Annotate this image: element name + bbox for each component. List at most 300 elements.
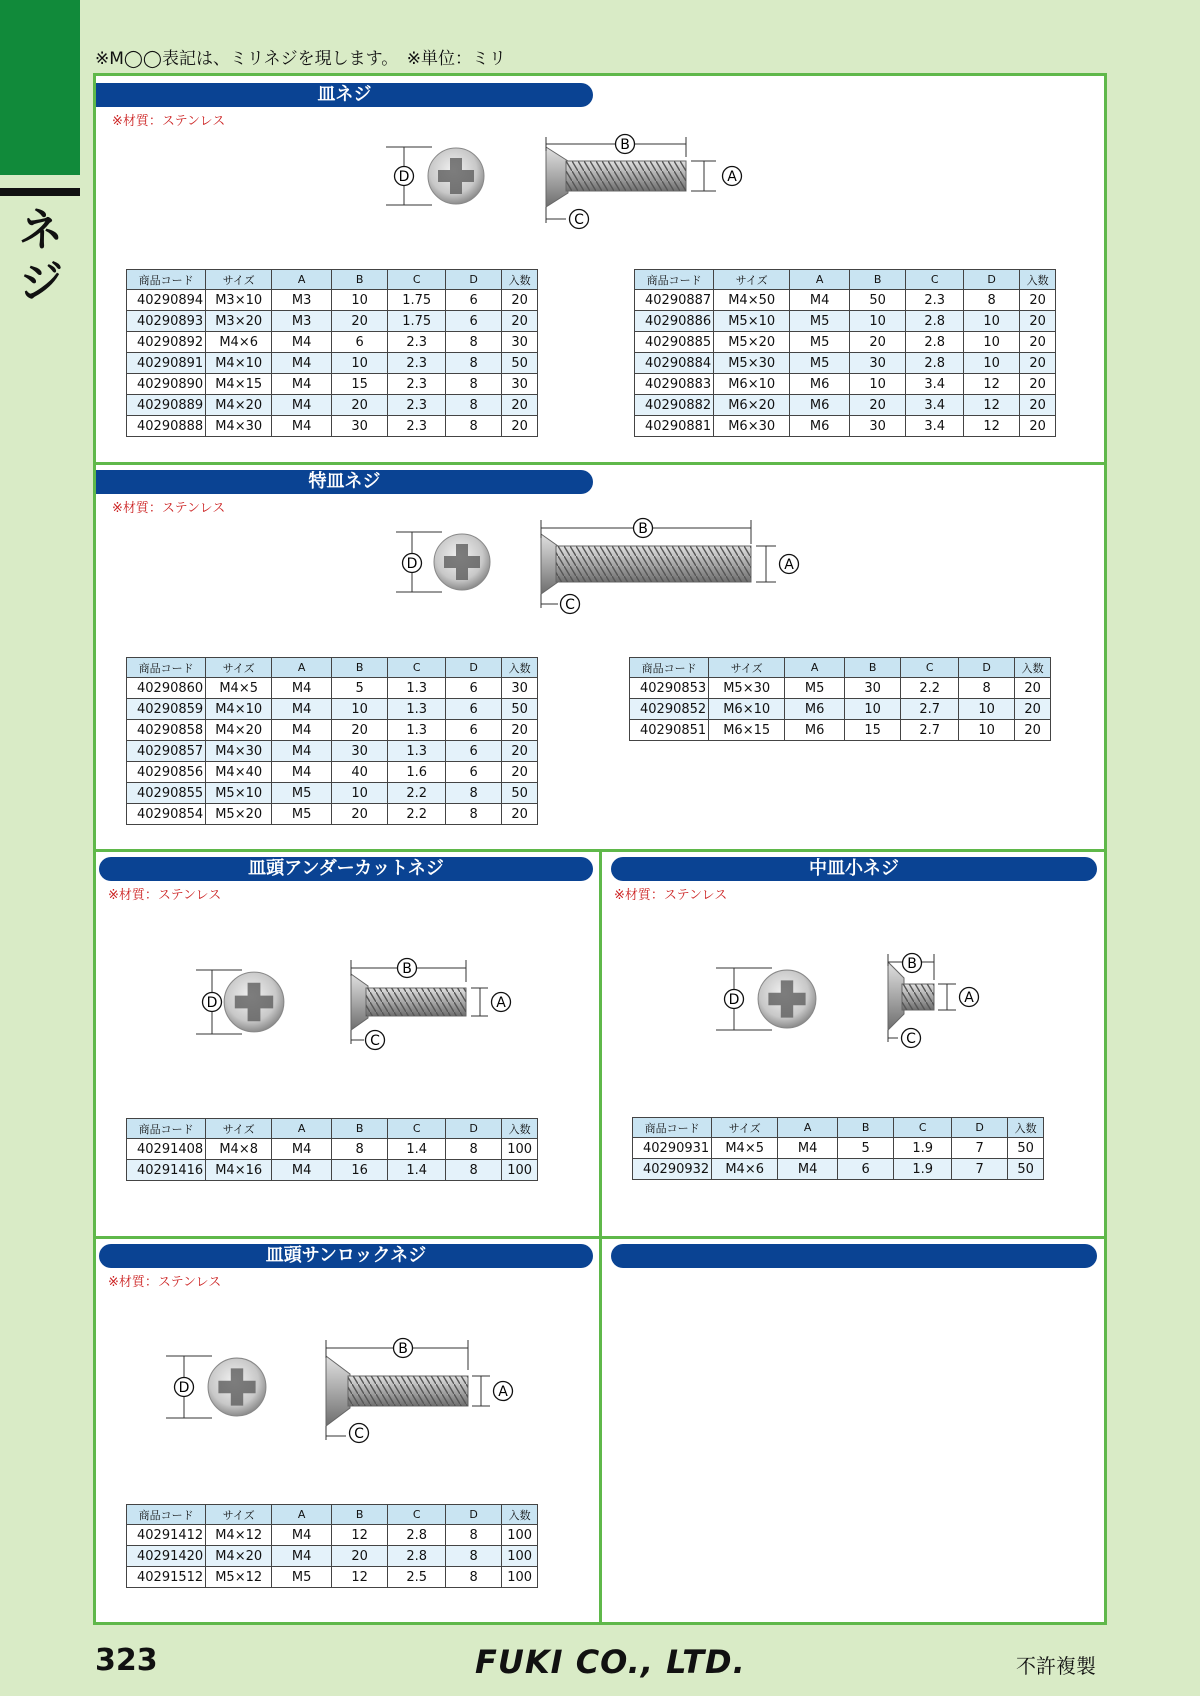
material-note: ※材質：ステンレス bbox=[614, 888, 728, 903]
material-note: ※材質：ステンレス bbox=[112, 501, 226, 516]
cell-b: 20 bbox=[332, 804, 388, 825]
cell-qty: 20 bbox=[1015, 720, 1051, 741]
cell-code: 40290889 bbox=[127, 395, 206, 416]
cell-d: 6 bbox=[446, 762, 502, 783]
cell-c: 1.3 bbox=[388, 720, 446, 741]
cell-c: 3.4 bbox=[906, 395, 964, 416]
cell-code: 40290859 bbox=[127, 699, 206, 720]
table-row bbox=[127, 783, 538, 804]
cell-code: 40290892 bbox=[127, 332, 206, 353]
cell-size: M6×10 bbox=[714, 374, 790, 395]
cell-d: 6 bbox=[446, 720, 502, 741]
table-row bbox=[127, 311, 538, 332]
cell-qty: 20 bbox=[1020, 290, 1056, 311]
screw-diagram bbox=[166, 1334, 526, 1444]
dim-label-a: A bbox=[727, 169, 737, 185]
cell-d: 8 bbox=[446, 353, 502, 374]
cell-code: 40290860 bbox=[127, 678, 206, 699]
cell-c: 2.2 bbox=[388, 804, 446, 825]
cell-d: 12 bbox=[964, 374, 1020, 395]
header-size: サイズ bbox=[206, 658, 272, 678]
header-c: C bbox=[906, 270, 964, 290]
cell-d: 10 bbox=[959, 720, 1015, 741]
cell-c: 2.3 bbox=[388, 395, 446, 416]
table-row bbox=[127, 1525, 538, 1546]
table-row bbox=[127, 720, 538, 741]
cell-c: 1.3 bbox=[388, 678, 446, 699]
cell-d: 12 bbox=[964, 416, 1020, 437]
header-qty: 入数 bbox=[502, 1119, 538, 1139]
cell-qty: 50 bbox=[1008, 1138, 1044, 1159]
cell-code: 40290888 bbox=[127, 416, 206, 437]
cell-a: M4 bbox=[272, 1546, 332, 1567]
table-row bbox=[635, 332, 1056, 353]
header-qty: 入数 bbox=[1008, 1118, 1044, 1138]
header-b: B bbox=[332, 658, 388, 678]
cell-b: 30 bbox=[332, 741, 388, 762]
table-row bbox=[127, 374, 538, 395]
cell-code: 40290884 bbox=[635, 353, 714, 374]
page-number: 323 bbox=[95, 1643, 158, 1678]
table-row bbox=[630, 720, 1051, 741]
cell-d: 10 bbox=[964, 353, 1020, 374]
header-c: C bbox=[894, 1118, 952, 1138]
cell-b: 10 bbox=[332, 353, 388, 374]
cell-a: M5 bbox=[790, 332, 850, 353]
cell-d: 6 bbox=[446, 678, 502, 699]
header-qty: 入数 bbox=[502, 658, 538, 678]
cell-qty: 20 bbox=[1015, 678, 1051, 699]
cell-d: 8 bbox=[446, 374, 502, 395]
cell-d: 8 bbox=[446, 1567, 502, 1588]
dim-label-b: B bbox=[907, 956, 917, 972]
cell-qty: 20 bbox=[502, 804, 538, 825]
cell-size: M4×20 bbox=[206, 1546, 272, 1567]
table-row bbox=[633, 1159, 1044, 1180]
dim-label-d: D bbox=[728, 992, 740, 1008]
cell-b: 6 bbox=[838, 1159, 894, 1180]
cell-c: 2.7 bbox=[901, 699, 959, 720]
cell-a: M6 bbox=[790, 374, 850, 395]
cell-d: 8 bbox=[446, 783, 502, 804]
cell-code: 40290885 bbox=[635, 332, 714, 353]
cell-qty: 50 bbox=[1008, 1159, 1044, 1180]
header-code: 商品コード bbox=[127, 658, 206, 678]
dim-label-c: C bbox=[906, 1031, 916, 1047]
cell-qty: 20 bbox=[502, 720, 538, 741]
cell-size: M4×16 bbox=[206, 1160, 272, 1181]
header-qty: 入数 bbox=[1020, 270, 1056, 290]
header-b: B bbox=[332, 1119, 388, 1139]
cell-a: M4 bbox=[272, 762, 332, 783]
header-c: C bbox=[388, 658, 446, 678]
cell-size: M4×5 bbox=[206, 678, 272, 699]
header-qty: 入数 bbox=[502, 1505, 538, 1525]
cell-d: 6 bbox=[446, 290, 502, 311]
cell-qty: 100 bbox=[502, 1567, 538, 1588]
cell-code: 40290852 bbox=[630, 699, 709, 720]
spec-table bbox=[629, 657, 1051, 741]
cell-c: 1.9 bbox=[894, 1138, 952, 1159]
header-b: B bbox=[845, 658, 901, 678]
table-row bbox=[635, 353, 1056, 374]
spec-table bbox=[634, 269, 1056, 437]
header-size: サイズ bbox=[206, 1119, 272, 1139]
dim-label-a: A bbox=[498, 1384, 508, 1400]
cell-c: 2.7 bbox=[901, 720, 959, 741]
cell-b: 8 bbox=[332, 1139, 388, 1160]
cell-d: 6 bbox=[446, 311, 502, 332]
cell-c: 2.8 bbox=[906, 332, 964, 353]
section-title-sunlock-screw: 皿頭サンロックネジ bbox=[99, 1244, 593, 1268]
table-row bbox=[127, 678, 538, 699]
cell-d: 10 bbox=[959, 699, 1015, 720]
cell-code: 40290886 bbox=[635, 311, 714, 332]
cell-c: 2.8 bbox=[388, 1546, 446, 1567]
cell-d: 8 bbox=[446, 332, 502, 353]
table-row bbox=[127, 1139, 538, 1160]
cell-b: 50 bbox=[850, 290, 906, 311]
cell-code: 40291420 bbox=[127, 1546, 206, 1567]
cell-c: 2.2 bbox=[901, 678, 959, 699]
cell-b: 30 bbox=[850, 416, 906, 437]
cell-d: 10 bbox=[964, 332, 1020, 353]
cell-code: 40291412 bbox=[127, 1525, 206, 1546]
cell-b: 30 bbox=[845, 678, 901, 699]
header-c: C bbox=[388, 1119, 446, 1139]
material-note: ※材質：ステンレス bbox=[112, 114, 226, 129]
cell-a: M4 bbox=[272, 720, 332, 741]
table-row bbox=[127, 804, 538, 825]
table-row bbox=[630, 699, 1051, 720]
cell-code: 40290890 bbox=[127, 374, 206, 395]
cell-qty: 20 bbox=[1020, 332, 1056, 353]
cell-size: M4×30 bbox=[206, 741, 272, 762]
cell-b: 10 bbox=[332, 290, 388, 311]
divider bbox=[96, 462, 1104, 465]
cell-b: 20 bbox=[332, 720, 388, 741]
cell-a: M3 bbox=[272, 311, 332, 332]
cell-size: M4×6 bbox=[206, 332, 272, 353]
material-note: ※材質：ステンレス bbox=[108, 1275, 222, 1290]
cell-d: 8 bbox=[446, 395, 502, 416]
cell-b: 30 bbox=[332, 416, 388, 437]
cell-size: M5×20 bbox=[714, 332, 790, 353]
cell-c: 2.3 bbox=[906, 290, 964, 311]
header-code: 商品コード bbox=[127, 270, 206, 290]
table-row bbox=[635, 290, 1056, 311]
header-b: B bbox=[332, 270, 388, 290]
cell-c: 2.3 bbox=[388, 374, 446, 395]
cell-d: 8 bbox=[446, 1546, 502, 1567]
table-header-row bbox=[127, 270, 538, 290]
header-d: D bbox=[952, 1118, 1008, 1138]
cell-code: 40290891 bbox=[127, 353, 206, 374]
table-header-row bbox=[633, 1118, 1044, 1138]
cell-size: M4×5 bbox=[712, 1138, 778, 1159]
header-code: 商品コード bbox=[635, 270, 714, 290]
cell-qty: 100 bbox=[502, 1139, 538, 1160]
table-row bbox=[127, 699, 538, 720]
table-row bbox=[630, 678, 1051, 699]
cell-size: M4×50 bbox=[714, 290, 790, 311]
cell-code: 40290882 bbox=[635, 395, 714, 416]
section-title-special-flat-screw: 特皿ネジ bbox=[96, 470, 593, 494]
cell-qty: 20 bbox=[1020, 353, 1056, 374]
cell-a: M4 bbox=[272, 741, 332, 762]
table-row bbox=[127, 353, 538, 374]
cell-qty: 100 bbox=[502, 1525, 538, 1546]
cell-b: 10 bbox=[850, 374, 906, 395]
company-name: FUKI CO., LTD. bbox=[475, 1643, 746, 1681]
table-row bbox=[635, 374, 1056, 395]
table-row bbox=[127, 1567, 538, 1588]
cell-d: 8 bbox=[446, 1160, 502, 1181]
cell-c: 2.3 bbox=[388, 416, 446, 437]
cell-qty: 20 bbox=[502, 762, 538, 783]
cell-c: 2.3 bbox=[388, 353, 446, 374]
cell-c: 2.8 bbox=[906, 353, 964, 374]
cell-a: M4 bbox=[778, 1159, 838, 1180]
header-c: C bbox=[388, 1505, 446, 1525]
cell-c: 1.4 bbox=[388, 1160, 446, 1181]
cell-size: M5×10 bbox=[714, 311, 790, 332]
cell-c: 2.5 bbox=[388, 1567, 446, 1588]
cell-qty: 20 bbox=[502, 311, 538, 332]
spec-table bbox=[126, 1504, 538, 1588]
cell-code: 40290851 bbox=[630, 720, 709, 741]
cell-b: 20 bbox=[850, 395, 906, 416]
cell-qty: 20 bbox=[1020, 374, 1056, 395]
cell-size: M5×10 bbox=[206, 783, 272, 804]
cell-code: 40290856 bbox=[127, 762, 206, 783]
dim-label-c: C bbox=[354, 1426, 364, 1442]
cell-size: M4×20 bbox=[206, 720, 272, 741]
cell-a: M5 bbox=[790, 311, 850, 332]
cell-c: 1.75 bbox=[388, 311, 446, 332]
cell-d: 6 bbox=[446, 741, 502, 762]
cell-size: M6×15 bbox=[709, 720, 785, 741]
cell-c: 1.4 bbox=[388, 1139, 446, 1160]
header-b: B bbox=[850, 270, 906, 290]
cell-b: 6 bbox=[332, 332, 388, 353]
table-header-row bbox=[630, 658, 1051, 678]
cell-code: 40290893 bbox=[127, 311, 206, 332]
cell-code: 40291416 bbox=[127, 1160, 206, 1181]
cell-c: 3.4 bbox=[906, 374, 964, 395]
spec-table bbox=[126, 1118, 538, 1181]
header-code: 商品コード bbox=[127, 1119, 206, 1139]
cell-size: M4×10 bbox=[206, 353, 272, 374]
cell-c: 2.8 bbox=[906, 311, 964, 332]
table-row bbox=[127, 1160, 538, 1181]
cell-b: 20 bbox=[332, 1546, 388, 1567]
cell-a: M4 bbox=[272, 699, 332, 720]
cell-b: 20 bbox=[332, 395, 388, 416]
header-b: B bbox=[838, 1118, 894, 1138]
cell-code: 40290857 bbox=[127, 741, 206, 762]
cell-d: 10 bbox=[964, 311, 1020, 332]
cell-d: 7 bbox=[952, 1159, 1008, 1180]
cell-b: 12 bbox=[332, 1567, 388, 1588]
cell-qty: 20 bbox=[502, 416, 538, 437]
cell-a: M4 bbox=[272, 353, 332, 374]
header-code: 商品コード bbox=[633, 1118, 712, 1138]
cell-d: 6 bbox=[446, 699, 502, 720]
cell-size: M6×20 bbox=[714, 395, 790, 416]
cell-qty: 20 bbox=[1020, 416, 1056, 437]
header-size: サイズ bbox=[206, 270, 272, 290]
cell-size: M5×30 bbox=[709, 678, 785, 699]
table-row bbox=[127, 395, 538, 416]
units-note: ※M◯◯表記は、ミリネジを現します。 ※単位：ミリ bbox=[95, 49, 507, 69]
cell-a: M6 bbox=[785, 699, 845, 720]
table-row bbox=[635, 395, 1056, 416]
chapter-label: ネジ bbox=[19, 205, 63, 308]
header-size: サイズ bbox=[714, 270, 790, 290]
header-d: D bbox=[446, 1119, 502, 1139]
cell-size: M4×15 bbox=[206, 374, 272, 395]
dim-label-a: A bbox=[784, 557, 794, 573]
cell-a: M4 bbox=[272, 395, 332, 416]
header-a: A bbox=[785, 658, 845, 678]
divider bbox=[599, 849, 602, 1622]
table-row bbox=[127, 741, 538, 762]
cell-b: 12 bbox=[332, 1525, 388, 1546]
screw-diagram bbox=[716, 952, 1016, 1052]
cell-size: M5×12 bbox=[206, 1567, 272, 1588]
cell-a: M5 bbox=[785, 678, 845, 699]
cell-size: M5×30 bbox=[714, 353, 790, 374]
cell-b: 10 bbox=[332, 699, 388, 720]
table-row bbox=[127, 332, 538, 353]
dim-label-c: C bbox=[574, 212, 584, 228]
cell-a: M4 bbox=[272, 1139, 332, 1160]
cell-c: 1.75 bbox=[388, 290, 446, 311]
cell-c: 1.3 bbox=[388, 699, 446, 720]
cell-b: 15 bbox=[332, 374, 388, 395]
cell-b: 10 bbox=[845, 699, 901, 720]
cell-code: 40290881 bbox=[635, 416, 714, 437]
cell-size: M6×30 bbox=[714, 416, 790, 437]
section-title-flat-screw: 皿ネジ bbox=[96, 83, 593, 107]
cell-c: 2.8 bbox=[388, 1525, 446, 1546]
cell-a: M6 bbox=[785, 720, 845, 741]
cell-code: 40290931 bbox=[633, 1138, 712, 1159]
table-header-row bbox=[127, 1119, 538, 1139]
cell-b: 20 bbox=[332, 311, 388, 332]
cell-size: M4×30 bbox=[206, 416, 272, 437]
cell-qty: 20 bbox=[1020, 311, 1056, 332]
cell-qty: 100 bbox=[502, 1546, 538, 1567]
cell-size: M6×10 bbox=[709, 699, 785, 720]
dim-label-a: A bbox=[964, 990, 974, 1006]
catalog-frame bbox=[93, 73, 1107, 1625]
header-a: A bbox=[778, 1118, 838, 1138]
cell-b: 5 bbox=[332, 678, 388, 699]
cell-a: M5 bbox=[272, 1567, 332, 1588]
cell-code: 40291408 bbox=[127, 1139, 206, 1160]
cell-d: 8 bbox=[959, 678, 1015, 699]
header-d: D bbox=[446, 1505, 502, 1525]
cell-qty: 20 bbox=[1020, 395, 1056, 416]
chapter-tab bbox=[0, 0, 80, 175]
cell-a: M3 bbox=[272, 290, 332, 311]
header-size: サイズ bbox=[206, 1505, 272, 1525]
cell-size: M4×40 bbox=[206, 762, 272, 783]
cell-a: M5 bbox=[790, 353, 850, 374]
header-size: サイズ bbox=[709, 658, 785, 678]
header-d: D bbox=[446, 270, 502, 290]
cell-size: M4×20 bbox=[206, 395, 272, 416]
cell-a: M4 bbox=[272, 1160, 332, 1181]
cell-qty: 20 bbox=[502, 290, 538, 311]
cell-code: 40290894 bbox=[127, 290, 206, 311]
cell-qty: 20 bbox=[502, 395, 538, 416]
table-row bbox=[127, 1546, 538, 1567]
cell-qty: 100 bbox=[502, 1160, 538, 1181]
spec-table bbox=[126, 657, 538, 825]
header-a: A bbox=[790, 270, 850, 290]
table-header-row bbox=[127, 658, 538, 678]
section-title-undercut-screw: 皿頭アンダーカットネジ bbox=[99, 857, 593, 881]
cell-code: 40290932 bbox=[633, 1159, 712, 1180]
header-a: A bbox=[272, 658, 332, 678]
cell-a: M4 bbox=[272, 374, 332, 395]
cell-b: 15 bbox=[845, 720, 901, 741]
screw-diagram bbox=[386, 131, 786, 231]
table-row bbox=[635, 311, 1056, 332]
cell-b: 10 bbox=[332, 783, 388, 804]
cell-d: 8 bbox=[964, 290, 1020, 311]
screw-diagram bbox=[196, 952, 526, 1052]
empty-section-banner bbox=[611, 1244, 1097, 1268]
cell-d: 8 bbox=[446, 1525, 502, 1546]
cell-d: 8 bbox=[446, 1139, 502, 1160]
cell-size: M3×10 bbox=[206, 290, 272, 311]
section-title-mid-flat-screw: 中皿小ネジ bbox=[611, 857, 1097, 881]
dim-label-b: B bbox=[638, 521, 648, 537]
cell-a: M4 bbox=[272, 416, 332, 437]
cell-size: M5×20 bbox=[206, 804, 272, 825]
dim-label-d: D bbox=[178, 1380, 190, 1396]
cell-code: 40290883 bbox=[635, 374, 714, 395]
cell-code: 40290854 bbox=[127, 804, 206, 825]
dim-label-c: C bbox=[370, 1033, 380, 1049]
cell-b: 5 bbox=[838, 1138, 894, 1159]
cell-a: M5 bbox=[272, 804, 332, 825]
table-row bbox=[127, 290, 538, 311]
cell-b: 30 bbox=[850, 353, 906, 374]
spec-table bbox=[126, 269, 538, 437]
cell-a: M4 bbox=[778, 1138, 838, 1159]
spec-table bbox=[632, 1117, 1044, 1180]
cell-c: 1.3 bbox=[388, 741, 446, 762]
cell-b: 10 bbox=[850, 311, 906, 332]
header-d: D bbox=[964, 270, 1020, 290]
header-qty: 入数 bbox=[502, 270, 538, 290]
cell-qty: 20 bbox=[1015, 699, 1051, 720]
screw-diagram bbox=[396, 516, 816, 616]
cell-code: 40290855 bbox=[127, 783, 206, 804]
cell-qty: 50 bbox=[502, 353, 538, 374]
cell-qty: 50 bbox=[502, 699, 538, 720]
header-c: C bbox=[901, 658, 959, 678]
table-row bbox=[127, 416, 538, 437]
cell-a: M4 bbox=[272, 1525, 332, 1546]
cell-d: 12 bbox=[964, 395, 1020, 416]
cell-qty: 50 bbox=[502, 783, 538, 804]
